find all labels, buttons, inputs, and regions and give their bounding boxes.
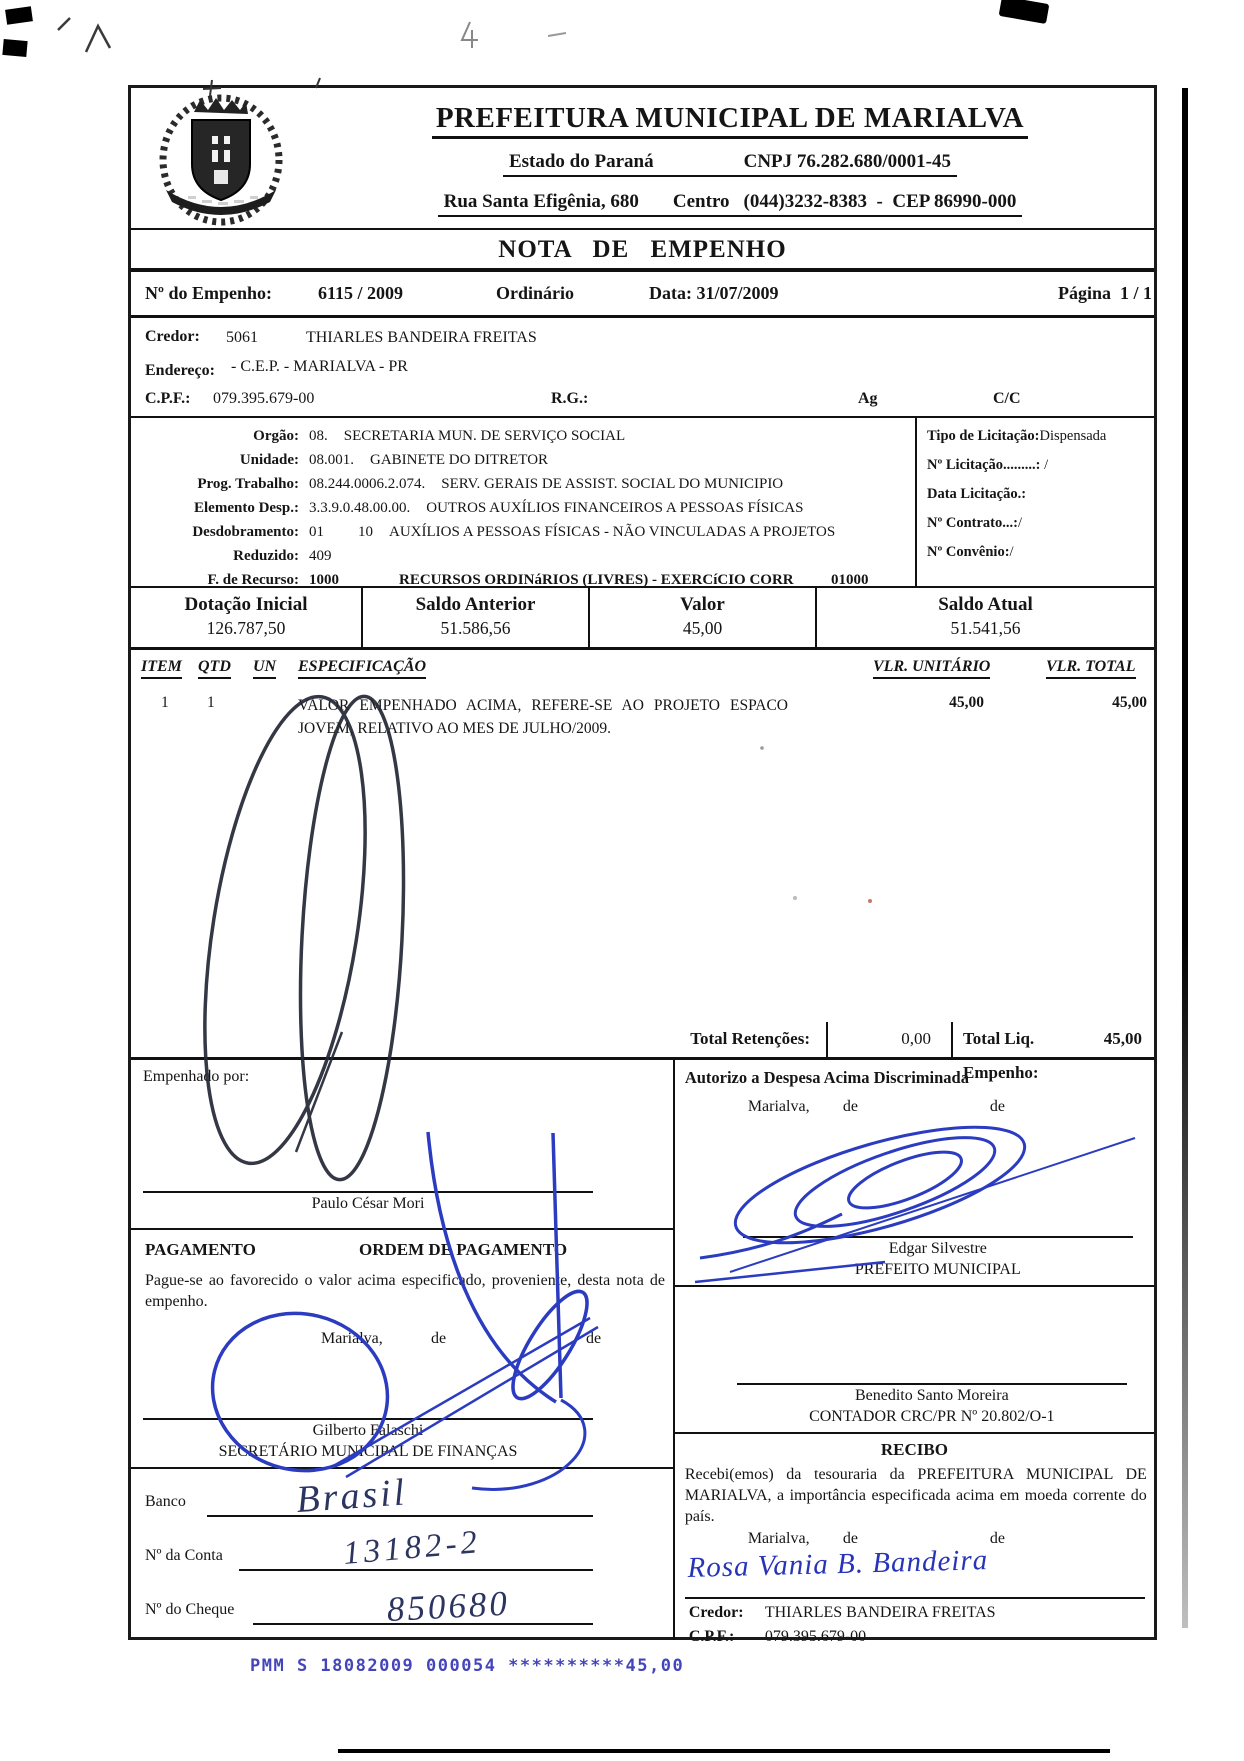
state-cnpj-line — [503, 151, 957, 177]
budget-label: Desdobramento: — [192, 524, 299, 540]
scan-artifact-top-left-2 — [2, 39, 27, 57]
budget-label: Orgão: — [253, 428, 299, 444]
dot-matrix-print-line: PMM S 18082009 000054 **********45,00 — [250, 1656, 685, 1676]
licitacao-contrato — [927, 515, 1150, 532]
col-vlr-unitario: VLR. UNITÁRIO — [873, 658, 990, 679]
handwritten-cheque-value: 850680 — [385, 1583, 511, 1630]
de-label: de — [842, 1530, 858, 1547]
empenho-number-label: Nº do Empenho: — [145, 283, 272, 303]
empenho-date: Data: 31/07/2009 — [649, 283, 779, 303]
autorizo-box — [675, 1060, 1154, 1287]
scan-edge-strip — [1182, 88, 1188, 1628]
col-vlr-total: VLR. TOTAL — [1046, 658, 1136, 679]
page-label: Página — [1058, 283, 1112, 303]
creditor-name: THIARLES BANDEIRA FREITAS — [306, 329, 537, 346]
municipality-title: PREFEITURA MUNICIPAL DE MARIALVA — [432, 102, 1028, 139]
budget-extra-code: 01000 — [831, 572, 869, 588]
budget-desc: SECRETARIA MUN. DE SERVIÇO SOCIAL — [343, 428, 626, 444]
budget-desc: OUTROS AUXÍLIOS FINANCEIROS A PESSOAS FÍSICAS — [426, 500, 804, 516]
amount-valor — [588, 588, 815, 647]
col-especificacao: ESPECIFICAÇÃO — [298, 658, 426, 679]
header-titles — [306, 88, 1154, 217]
budget-label: Prog. Trabalho: — [197, 476, 299, 492]
item-qty: 1 — [207, 694, 215, 711]
total-retencoes-value: 0,00 — [828, 1022, 953, 1057]
autorizo-title: Autorizo a Despesa Acima Discriminada — [684, 1068, 969, 1087]
recibo-credor-value: THIARLES BANDEIRA FREITAS — [764, 1604, 996, 1621]
secretary-role: SECRETÁRIO MUNICIPAL DE FINANÇAS — [218, 1443, 518, 1460]
col-qtd: QTD — [198, 658, 231, 679]
empenho-type: Ordinário — [496, 283, 575, 303]
total-liq-cell — [953, 1022, 1154, 1082]
phone-number: (044)3232-8383 — [743, 191, 868, 212]
amount-saldo-atual — [815, 588, 1154, 647]
budget-classification-block — [131, 418, 1154, 588]
budget-label: F. de Recurso: — [207, 572, 299, 588]
licitacao-tipo-value: Dispensada — [1039, 428, 1107, 444]
conta-label: Nº da Conta — [145, 1547, 223, 1564]
budget-code: 1000 — [309, 572, 339, 588]
total-liq-value: 45,00 — [1103, 1029, 1142, 1048]
amount-dotacao-inicial — [131, 588, 361, 647]
budget-code2: 10 — [358, 524, 373, 540]
licitacao-contrato-label: Nº Contrato...: — [927, 515, 1018, 531]
items-table-header — [131, 650, 1154, 688]
secretary-signature-line — [143, 1418, 593, 1420]
budget-code: 01 — [309, 524, 324, 540]
cnpj-value: CNPJ 76.282.680/0001-45 — [743, 151, 952, 172]
amount-value: 51.541,56 — [950, 618, 1021, 638]
item-number: 1 — [161, 694, 169, 711]
page-value: 1 / 1 — [1120, 283, 1153, 303]
budget-desc: SERV. GERAIS DE ASSIST. SOCIAL DO MUNICIPIO — [441, 476, 784, 492]
licitacao-data — [927, 486, 1150, 503]
budget-code: 08. — [309, 428, 328, 444]
scan-artifact-top-right — [999, 0, 1050, 24]
address-line — [438, 191, 1023, 217]
address-value: - C.E.P. - MARIALVA - PR — [231, 358, 408, 375]
licitacao-column — [915, 418, 1154, 586]
de-label: de — [431, 1330, 447, 1347]
col-un: UN — [253, 658, 276, 679]
district-label: Centro — [672, 191, 730, 212]
empenho-number-value: 6115 / 2009 — [318, 283, 404, 303]
licitacao-tipo — [927, 428, 1150, 445]
scan-artifact-top-left-1 — [5, 6, 33, 24]
licitacao-num-label: Nº Licitação.........: — [927, 457, 1041, 473]
contador-box — [675, 1287, 1154, 1434]
address-separator: - — [876, 191, 883, 212]
recibo-signature-line — [685, 1597, 1145, 1599]
licitacao-num-value: / — [1040, 457, 1049, 473]
amount-value: 126.787,50 — [206, 618, 286, 638]
licitacao-tipo-label: Tipo de Licitação: — [927, 428, 1040, 444]
empenhado-por-box — [131, 1060, 673, 1230]
recibo-box — [675, 1434, 1154, 1645]
amount-value: 45,00 — [682, 618, 723, 638]
recibo-cpf-label: C.P.F.: — [688, 1628, 735, 1645]
handwritten-conta-value: 13182-2 — [341, 1524, 483, 1573]
budget-desc: AUXÍLIOS A PESSOAS FÍSICAS - NÃO VINCULADAS A PROJETOS — [389, 524, 836, 540]
budget-desc: RECURSOS ORDINáRIOS (LIVRES) - EXERCíCIO CORR — [399, 572, 794, 588]
prefeito-role: PREFEITO MUNICIPAL — [854, 1261, 1021, 1278]
licitacao-convenio-label: Nº Convênio: — [927, 544, 1010, 560]
amount-label: Dotação Inicial — [184, 594, 308, 615]
total-retencoes-label: Total Retenções: — [131, 1022, 828, 1057]
rg-label: R.G.: — [551, 390, 589, 407]
signature-section — [131, 1060, 1154, 1645]
ordem-pagamento-title: ORDEM DE PAGAMENTO — [359, 1240, 568, 1259]
banco-label: Banco — [145, 1493, 186, 1510]
amount-label: Saldo Anterior — [415, 594, 536, 615]
street-address: Rua Santa Efigênia, 680 — [443, 191, 639, 212]
pagamento-title: PAGAMENTO — [145, 1240, 256, 1259]
empenhado-signature-line — [143, 1191, 593, 1193]
item-unit-value: 45,00 — [949, 694, 984, 711]
handwritten-recibo-signature: Rosa Vania B. Bandeira — [687, 1544, 989, 1585]
nota-de-empenho-form — [128, 85, 1157, 1645]
contador-signature-line — [737, 1383, 1127, 1385]
account-label: C/C — [993, 390, 1021, 407]
licitacao-contrato-value: / — [1017, 515, 1022, 531]
licitacao-numero — [927, 457, 1150, 474]
amount-value: 51.586,56 — [440, 618, 511, 638]
cep-value: CEP 86990-000 — [892, 191, 1017, 212]
licitacao-data-label: Data Licitação.: — [927, 486, 1027, 502]
conta-line — [239, 1569, 593, 1571]
agency-label: Ag — [858, 390, 878, 407]
de-label: de — [842, 1098, 858, 1115]
contador-name: Benedito Santo Moreira — [854, 1387, 1009, 1404]
licitacao-convenio — [927, 544, 1150, 561]
budget-code: 3.3.9.0.48.00.00. — [309, 500, 411, 516]
de-label: de — [989, 1098, 1005, 1115]
prefeito-name: Edgar Silvestre — [888, 1240, 987, 1257]
city-label: Marialva, — [747, 1530, 810, 1547]
cpf-value: 079.395.679-00 — [213, 390, 315, 407]
cheque-label: Nº do Cheque — [145, 1601, 235, 1618]
budget-code: 08.244.0006.2.074. — [309, 476, 426, 492]
recibo-cpf-value: 079.395.679-00 — [764, 1628, 867, 1645]
col-item: ITEM — [141, 658, 182, 679]
amount-label: Valor — [680, 594, 725, 615]
budget-code: 08.001. — [309, 452, 354, 468]
city-label: Marialva, — [321, 1330, 383, 1347]
handwritten-banco-value: Brasil — [295, 1471, 409, 1522]
creditor-label: Credor: — [145, 328, 200, 345]
recibo-title: RECIBO — [880, 1440, 948, 1459]
city-label: Marialva, — [747, 1098, 810, 1115]
empenho-number-row — [131, 272, 1154, 318]
pagamento-box — [131, 1230, 673, 1469]
coat-of-arms-logo — [146, 94, 296, 226]
page-indicator — [1058, 283, 1152, 304]
budget-desc: GABINETE DO DITRETOR — [370, 452, 549, 468]
address-label: Endereço: — [145, 362, 215, 379]
amount-label: Saldo Atual — [938, 594, 1033, 615]
creditor-code: 5061 — [226, 329, 258, 346]
amount-saldo-anterior — [361, 588, 588, 647]
budget-code: 409 — [309, 548, 332, 564]
cpf-label: C.P.F.: — [145, 390, 191, 407]
items-table-body — [131, 688, 1154, 1022]
de-label: de — [989, 1530, 1005, 1547]
creditor-block — [131, 318, 1154, 418]
pague-se-text: Pague-se ao favorecido o valor acima especificado, proveniente, desta nota de empenho. — [145, 1272, 665, 1310]
de-label: de — [586, 1330, 602, 1347]
state-label: Estado do Paraná — [508, 151, 654, 172]
document-title: NOTA DE EMPENHO — [131, 230, 1154, 272]
recibo-text: Recebi(emos) da tesouraria da PREFEITURA MUNICIPAL DE MARIALVA, a importância especificada acima em moeda corrente do país. — [684, 1466, 1147, 1525]
budget-label: Unidade: — [239, 452, 299, 468]
contador-role: CONTADOR CRC/PR Nº 20.802/O-1 — [809, 1408, 1055, 1425]
empenhado-name: Paulo César Mori — [311, 1195, 425, 1212]
recibo-credor-label: Credor: — [688, 1604, 744, 1621]
licitacao-convenio-value: / — [1009, 544, 1014, 560]
total-liq-label: Total Liq. Empenho: — [963, 1029, 1039, 1082]
amounts-row — [131, 588, 1154, 650]
item-total-value: 45,00 — [1112, 694, 1147, 711]
secretary-name: Gilberto Falaschi — [312, 1422, 424, 1439]
banco-line — [207, 1515, 593, 1517]
prefeito-signature-line — [743, 1236, 1133, 1238]
form-header — [131, 88, 1154, 230]
budget-label: Reduzido: — [233, 548, 299, 564]
item-specification: VALOR EMPENHADO ACIMA, REFERE-SE AO PROJETO ESPACO JOVEM, RELATIVO AO MES DE JULHO/2009. — [298, 697, 788, 737]
budget-label: Elemento Desp.: — [194, 500, 299, 516]
scan-artifact-bottom-line — [338, 1749, 1110, 1753]
empenhado-por-label: Empenhado por: — [143, 1068, 250, 1085]
